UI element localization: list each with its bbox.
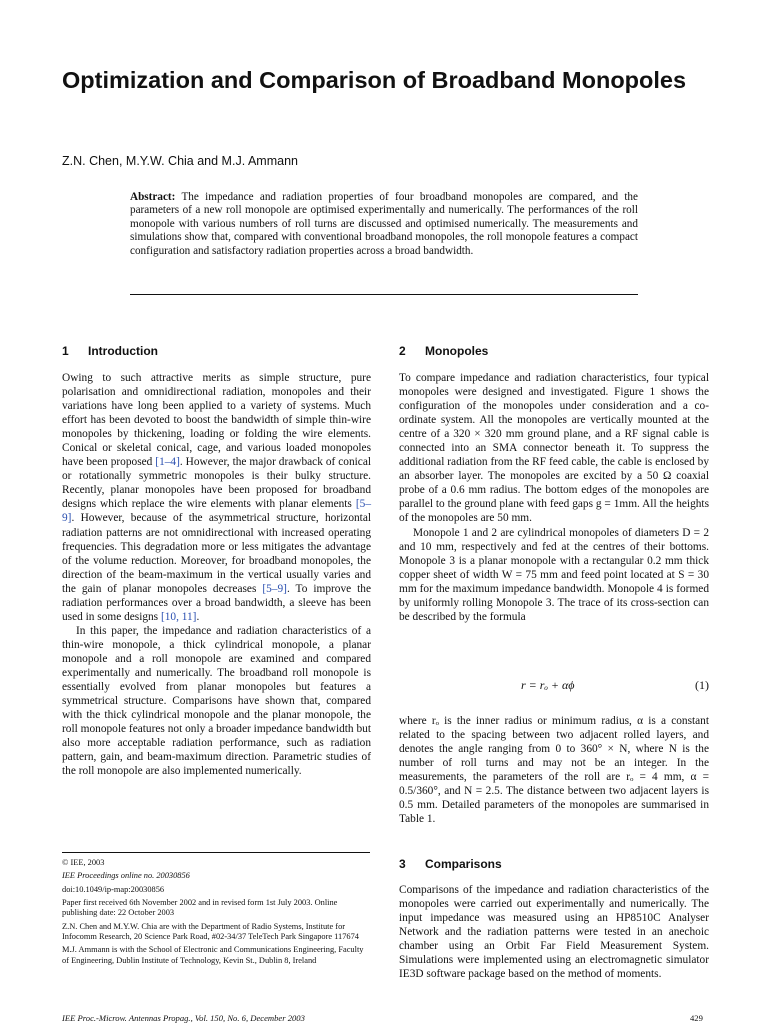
section-title: Monopoles — [425, 344, 489, 358]
citation-link[interactable]: [5–9] — [62, 498, 371, 525]
authors: Z.N. Chen, M.Y.W. Chia and M.J. Ammann — [62, 154, 298, 168]
paragraph: In this paper, the impedance and radiation characteristics of a thin-wire monopole, a thick cylindrical monopole, a planar monopole and a roll monopole are examined and compared experimentally and numerically. The broadband roll monopole is essentially evolved from planar monopoles but features a symmetrical structure. Comparisons have shown that, compared with the thick cylindrical monopole and the planar monopole, the roll monopole features not only a broader impedance bandwidth but also more acceptable radiation performance, such as radiation pattern, gain, and beam-maximum direction. Parametric studies of the roll monopole are also implemented numerically. — [62, 624, 371, 778]
section-number: 3 — [399, 857, 406, 871]
equation-number: (1) — [695, 678, 709, 692]
text-run: Owing to such attractive merits as simple structure, pure polarisation and omnidirectional radiation, monopoles and their variations have long been applied to a variety of systems. Much effort has been devoted to boost the bandwidth of simple thin-wire monopoles by thickening, loading or folding the wire elements. Conical or skeletal conical, cage, and various loaded monopoles have been proposed — [62, 372, 371, 469]
paragraph: where rₒ is the inner radius or minimum radius, α is a constant related to the spacing between two adjacent rolled layers, and denotes the angle ranging from 0 to 360° × N, where N is the number of roll turns and may not be an integer. In the measurements, the parameters of the roll are rₒ = 4 mm, α = 0.5/360°, and N = 2.5. The distance between two adjacent layers is 0.5 mm. Detailed parameters of the monopoles are summarised in Table 1. — [399, 715, 709, 826]
section-title: Comparisons — [425, 857, 502, 871]
text-run: . To improve the radiation performances over a broad bandwidth, a sleeve has been used in some designs — [62, 582, 371, 623]
citation-link[interactable]: [1–4] — [155, 456, 180, 469]
section-heading-monopoles — [399, 344, 488, 358]
section-heading-comparisons — [399, 857, 502, 871]
affiliation-note: Z.N. Chen and M.Y.W. Chia are with the Department of Radio Systems, Institute for Infocomm Research, 20 Science Park Road, #02-34/37 TeleTech Park Singapore 117674 — [62, 921, 359, 941]
page-number: 429 — [690, 1013, 703, 1023]
footnotes — [62, 858, 371, 969]
received-note: Paper first received 6th November 2002 and in revised form 1st July 2003. Online publishing date: 22 October 2003 — [62, 898, 338, 918]
citation-link[interactable]: [5–9] — [262, 582, 287, 595]
abstract-label: Abstract: — [130, 191, 176, 203]
section-heading-introduction — [62, 344, 158, 358]
introduction-body — [62, 371, 371, 778]
text-run: . However, because of the asymmetrical structure, horizontal radiation patterns are not omnidirectional with increased operating frequencies. This degradation more or less mitigates the advantage of the volume reduction. Moreover, for broadband monopoles, the direction of the beam-maximum in the vertical usually varies and the gain of planar monopoles decreases — [62, 512, 371, 595]
paragraph: To compare impedance and radiation characteristics, four typical monopoles were designed and investigated. Figure 1 shows the configuration of the monopoles under consideration and a co-ordinate system. All the monopoles are vertically mounted at the centre of a 320 × 320 mm ground plane, and a RF signal cable is connected into an SMA connector beneath it. To suppress the additional radiation from the RF feed cable, the cable is enclosed by an absorber layer. The monopoles are excited by a 50 Ω coaxial probe of a 0.6 mm radius. The bottom edges of the monopoles are parallel to the ground plane with feed gaps g = 1mm. All the heights of the monopoles are 50 mm. — [399, 372, 709, 525]
text-run: . However, the major drawback of conical or rotationally symmetric monopoles is their bulky structure. Recently, planar monopoles have been proposed for broadband designs which replace the wire elements with planar elements — [62, 456, 372, 511]
section-number: 2 — [399, 344, 406, 358]
paragraph — [62, 371, 371, 624]
text-run: . — [196, 610, 200, 623]
monopoles-body-continued — [399, 714, 709, 826]
comparisons-body — [399, 883, 709, 981]
doi-note[interactable]: doi:10.1049/ip-map:20030856 — [62, 884, 165, 894]
affiliation-note: M.J. Ammann is with the School of Electronic and Communications Engineering, Faculty of Engineering, Dublin Institute of Technology, Kevin St., Dublin 8, Ireland — [62, 945, 364, 965]
footnote-divider — [62, 852, 370, 853]
paragraph: Comparisons of the impedance and radiation characteristics of the monopoles were carried out experimentally and numerically. The input impedance was measured using an HP8510C Analyser Network and the radiation patterns were tested in an anechoic chamber using an Orbit Far Field Measurement System. Simulations were implemented using an electromagnetic simulator IE3D software package based on the method of moments. — [399, 884, 709, 981]
abstract-divider — [130, 294, 638, 295]
paper-title: Optimization and Comparison of Broadband Monopoles — [62, 67, 687, 93]
equation-text: r = rₒ + αϕ — [521, 678, 575, 692]
abstract-text: The impedance and radiation properties of four broadband monopoles are compared, and the parameters of a new roll monopole are optimised experimentally and numerically. The performances of the roll monopole with various numbers of roll turns are discussed and optimised numerically. The measurements and simulations show that, compared with conventional broadband monopoles, the roll monopole features a compact configuration and satisfactory radiation properties across a broad bandwidth. — [130, 191, 638, 257]
abstract — [130, 191, 638, 258]
section-number: 1 — [62, 344, 69, 358]
paragraph: Monopole 1 and 2 are cylindrical monopoles of diameters D = 2 and 10 mm, respectively and fed at the centres of their bottoms. Monopole 3 is a planar monopole with a rectangular 0.2 mm thick copper sheet of width W = 75 mm and feed point located at S = 30 mm for the maximum impedance bandwidth. Monopole 4 is formed by uniformly rolling Monopole 3. The trace of its cross-section can be described by the formula — [399, 526, 709, 623]
section-title: Introduction — [88, 344, 158, 358]
journal-citation: IEE Proc.-Microw. Antennas Propag., Vol. 150, No. 6, December 2003 — [62, 1013, 305, 1023]
citation-link[interactable]: [10, 11] — [160, 610, 197, 623]
monopoles-body — [399, 371, 709, 624]
proceedings-note: IEE Proceedings online no. 20030856 — [62, 871, 190, 881]
copyright-note: © IEE, 2003 — [62, 858, 105, 867]
